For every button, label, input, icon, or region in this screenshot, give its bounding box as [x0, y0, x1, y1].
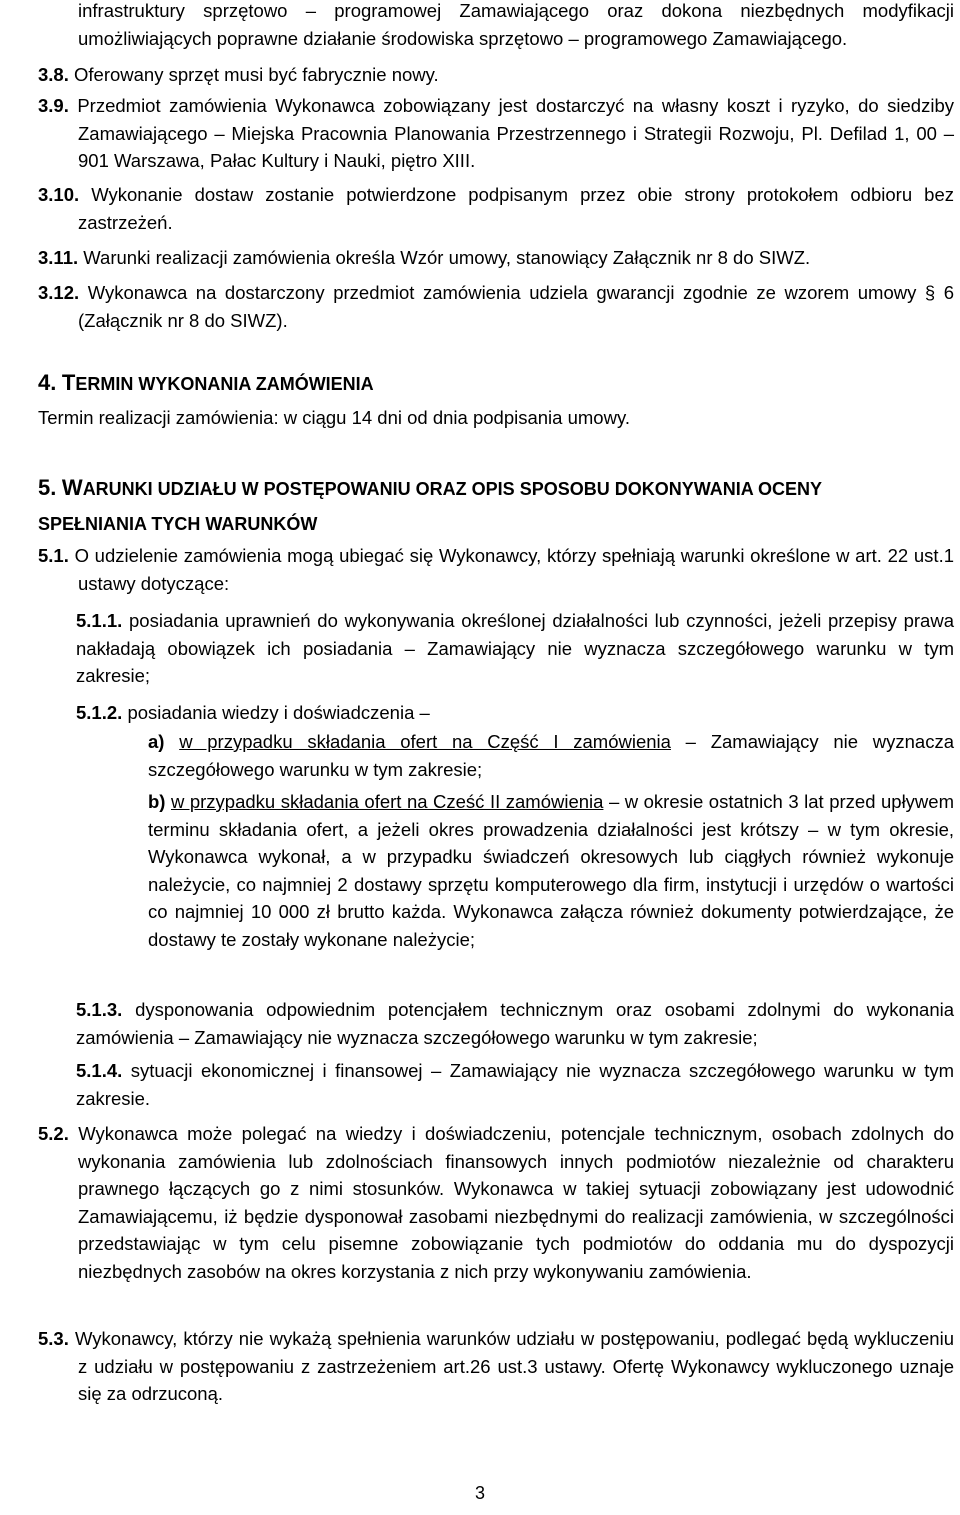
- paragraph-text: Wykonawca na dostarczony przedmiot zamówienia udziela gwarancji zgodnie ze wzorem umowy § 6 (Załącznik nr 8 do SIWZ).: [78, 282, 955, 331]
- paragraph-3-8: [38, 61, 954, 89]
- paragraph-text: Wykonawca może polegać na wiedzy i doświadczeniu, potencjale technicznym, osobach zdolnych do wykonania zamówienia lub zdolnościach finansowych innych podmiotów niezależnie od charakteru prawnego łączących go z nimi stosunków. Wykonawca w takiej sytuacji zobowiązany jest udowodnić Zamawiającemu, iż będzie dysponował zasobami niezbędnymi do realizacji zamówienia, w szczególności przedstawiając w tym celu pisemne zobowiązanie tych podmiotów do oddania mu do dyspozycji niezbędnych zasobów na okres korzystania z nich przy wykonywaniu zamówienia.: [78, 1123, 955, 1282]
- section-5-heading: [38, 473, 956, 539]
- item-a: [148, 728, 954, 783]
- paragraph-text: posiadania uprawnień do wykonywania określonej działalności lub czynności, jeżeli przepisy prawa nakładają obowiązek ich posiadania – Zamawiający nie wyznacza szczegółowego warunku w tym zakresie;: [76, 610, 955, 686]
- paragraph-text: sytuacji ekonomicznej i finansowej – Zamawiający nie wyznacza szczegółowego warunku w tym zakresie.: [76, 1060, 955, 1109]
- item-label: b): [148, 791, 166, 812]
- paragraph-text: posiadania wiedzy i doświadczenia –: [127, 702, 430, 723]
- section-title-initial: T: [61, 370, 76, 395]
- item-b: [148, 788, 954, 953]
- item-condition-underlined: w przypadku składania ofert na Część I zamówienia: [179, 731, 671, 752]
- paragraph-number: 3.10.: [38, 184, 80, 205]
- item-label: a): [148, 731, 165, 752]
- paragraph-text: Warunki realizacji zamówienia określa Wzór umowy, stanowiący Załącznik nr 8 do SIWZ.: [83, 247, 811, 268]
- paragraph-number: 5.2.: [38, 1123, 69, 1144]
- paragraph-3-11: [38, 244, 954, 272]
- paragraph-text: Przedmiot zamówienia Wykonawca zobowiązany jest dostarczyć na własny koszt i ryzyko, do siedziby Zamawiającego – Miejska Pracownia Planowania Przestrzennego i Strategii Rozwoju, Pl. Defilad 1, 00 – 901 Warszawa, Pałac Kultury i Nauki, piętro XIII.: [77, 95, 954, 171]
- paragraph-3-12: [38, 279, 955, 334]
- paragraph-number: 5.1.: [38, 545, 69, 566]
- paragraph-5-2: [38, 1120, 955, 1285]
- paragraph-number: 3.8.: [38, 64, 69, 85]
- deadline-text: Termin realizacji zamówienia: w ciągu 14 dni od dnia podpisania umowy.: [38, 407, 630, 428]
- paragraph-5-1: [38, 542, 954, 597]
- section-number: 5.: [38, 475, 57, 500]
- intro-line-1: infrastruktury sprzętowo – programowej Zamawiającego oraz dokona niezbędnych modyfikacji: [78, 0, 954, 21]
- paragraph-number: 3.12.: [38, 282, 80, 303]
- section-5-heading-line-1: [38, 473, 956, 504]
- paragraph-5-1-3: [76, 996, 954, 1051]
- paragraph-3-10: [38, 181, 954, 236]
- section-title: ARUNKI UDZIAŁU W POSTĘPOWANIU ORAZ OPIS SPOSOBU DOKONYWANIA OCENY: [82, 479, 823, 499]
- paragraph-text: Oferowany sprzęt musi być fabrycznie nowy.: [74, 64, 439, 85]
- page-number: 3: [474, 1483, 485, 1503]
- paragraph-5-1-2: [76, 699, 954, 727]
- section-4-heading: [38, 368, 374, 399]
- paragraph-3-9: [38, 92, 954, 175]
- item-condition-underlined: w przypadku składania ofert na Cześć II zamówienia: [170, 791, 604, 812]
- paragraph-number: 5.1.1.: [76, 610, 123, 631]
- section-title-line-2: SPEŁNIANIA TYCH WARUNKÓW: [38, 514, 318, 534]
- paragraph-number: 3.11.: [38, 247, 79, 268]
- paragraph-text: dysponowania odpowiednim potencjałem technicznym oraz osobami zdolnymi do wykonania zamówienia – Zamawiający nie wyznacza szczegółowego warunku w tym zakresie;: [76, 999, 955, 1048]
- section-number: 4.: [38, 370, 57, 395]
- paragraph-number: 3.9.: [38, 95, 69, 116]
- section-4-text: [38, 404, 938, 432]
- paragraph-text: O udzielenie zamówienia mogą ubiegać się Wykonawcy, którzy spełniają warunki określone w art. 22 ust.1 ustawy dotyczące:: [74, 545, 954, 594]
- intro-line-2: umożliwiających poprawne działanie środowiska sprzętowo – programowego Zamawiającego.: [78, 27, 848, 49]
- item-text: – w okresie ostatnich 3 lat przed upływem terminu składania ofert, a jeżeli okres prowadzenia działalności jest krótszy – w tym okresie, Wykonawca wykonał, a w przypadku świadczeń okresowych lub ciągłych również wykonuje należycie, co najmniej 2 dostawy sprzętu komputerowego dla firm, instytucji i urzędów o wartości co najmniej 10 000 zł brutto każda. Wykonawca załącza również dokumenty potwierdzające, że dostawy te zostały wykonane należycie;: [148, 791, 954, 950]
- paragraph-5-1-1: [76, 607, 954, 690]
- section-title-initial: W: [61, 475, 83, 500]
- paragraph-5-3: [38, 1325, 954, 1408]
- paragraph-text: Wykonawcy, którzy nie wykażą spełnienia warunków udziału w postępowaniu, podlegać będą wykluczeniu z udziału w postępowaniu z zastrzeżeniem art.26 ust.3 ustawy. Ofertę Wykonawcy wykluczonego uznaje się za odrzuconą.: [74, 1328, 954, 1404]
- paragraph-number: 5.1.3.: [76, 999, 123, 1020]
- paragraph-text: Wykonanie dostaw zostanie potwierdzone podpisanym przez obie strony protokołem odbioru bez zastrzeżeń.: [78, 184, 954, 233]
- paragraph-5-1-4: [76, 1057, 954, 1112]
- paragraph-number: 5.1.4.: [76, 1060, 123, 1081]
- paragraph-number: 5.3.: [38, 1328, 69, 1349]
- paragraph-number: 5.1.2.: [76, 702, 123, 723]
- intro-paragraph: [78, 0, 954, 52]
- item-text: – Zamawiający nie wyznacza szczegółowego warunku w tym zakresie;: [148, 731, 954, 780]
- section-title: ERMIN WYKONANIA ZAMÓWIENIA: [75, 374, 374, 394]
